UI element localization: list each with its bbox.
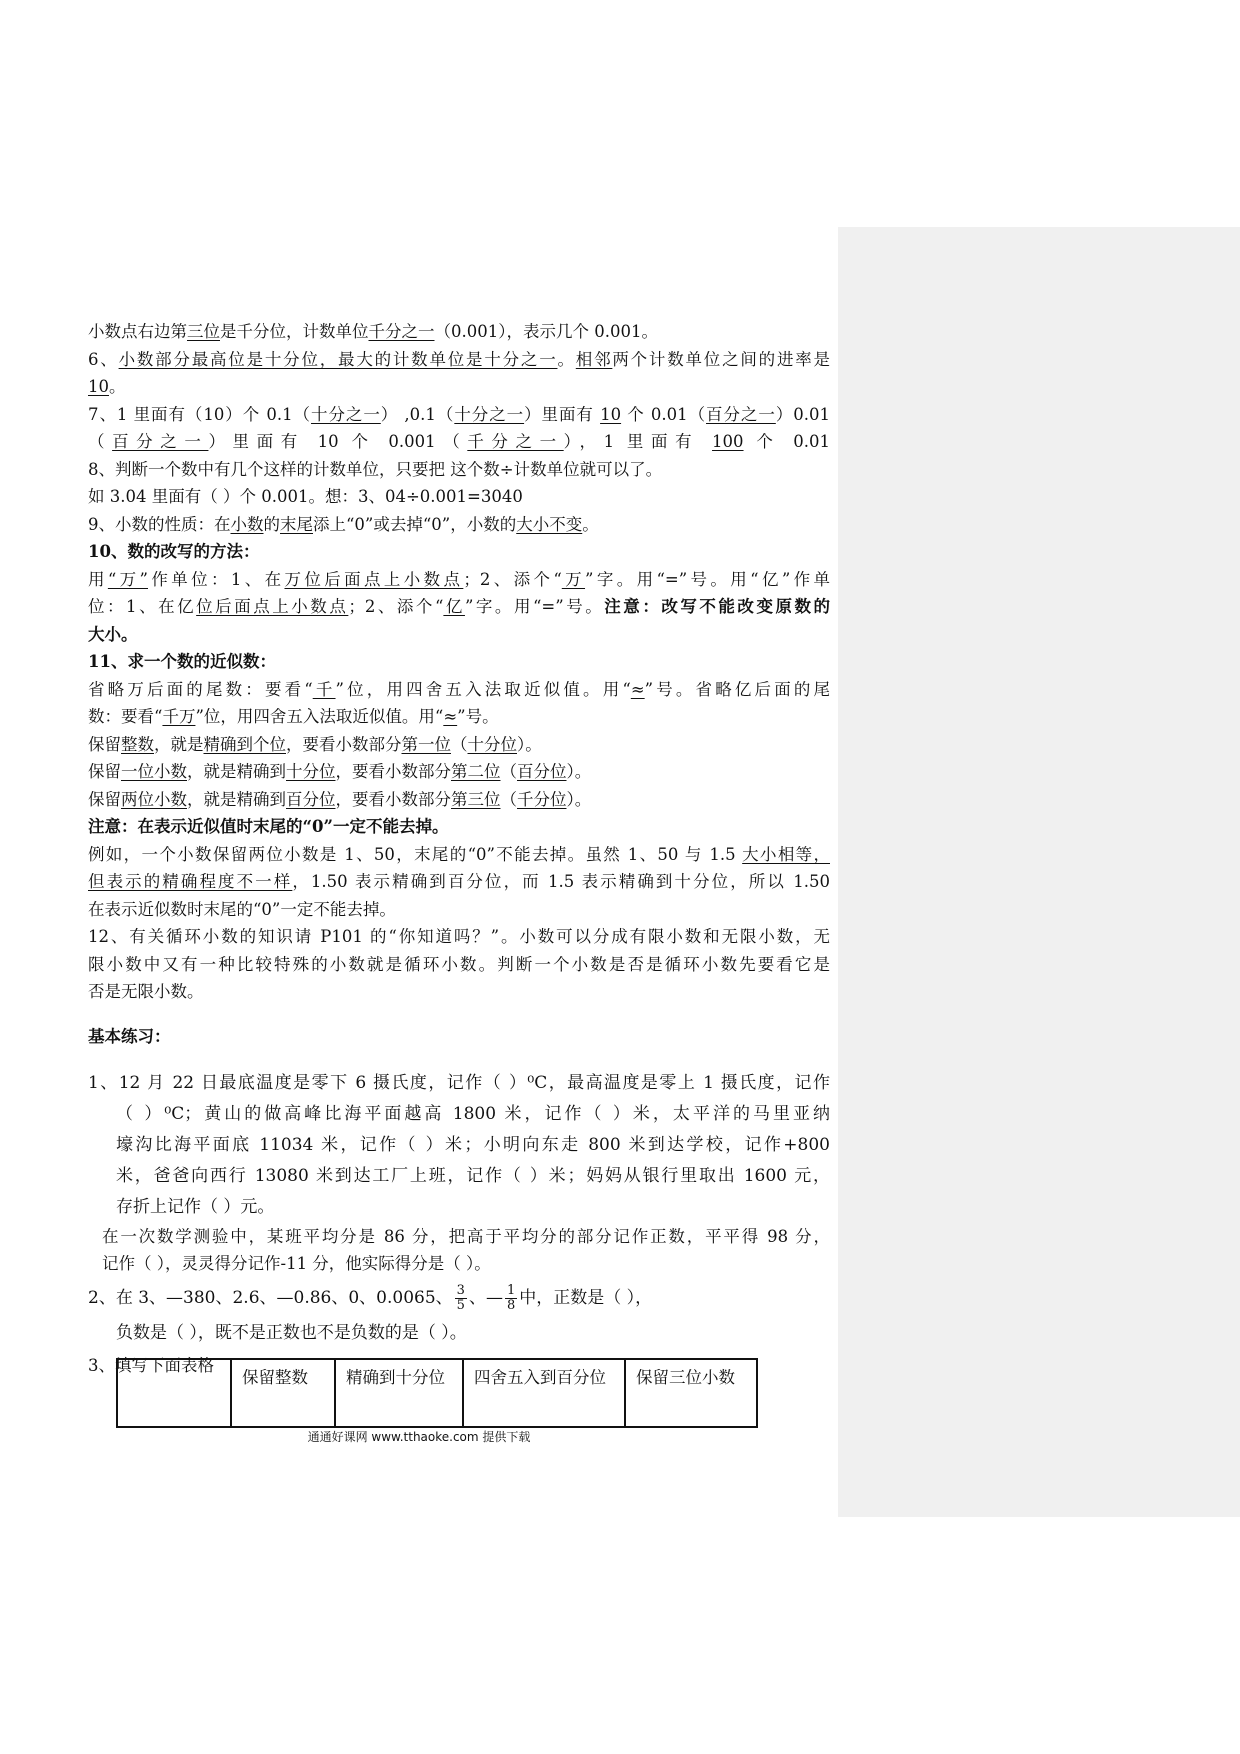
note-text: （ (500, 762, 517, 781)
note-text: ；2、添个“ (348, 597, 444, 616)
note-text: 添上“0”或去掉“0”，小数的 (313, 514, 517, 534)
underlined-term: 百分位 (517, 762, 567, 781)
bold-heading: 注意：改写不能改变原数的 (604, 597, 830, 616)
underlined-term: 100 (712, 432, 744, 451)
ex1-line: （ ）⁰C；黄山的做高峰比海平面越高 1800 米，记作（ ）米，太平洋的马里亚纳 (116, 1103, 830, 1124)
underlined-term: 十分位 (467, 734, 517, 754)
note-line (88, 978, 830, 1006)
underlined-term: 千万 (162, 707, 196, 726)
note-text: 小数点右边第 (88, 322, 187, 341)
note-line (88, 923, 830, 951)
note-line (88, 483, 830, 511)
exercise-3-title: 3、填写下面表格 (88, 1355, 214, 1375)
exercise-1 (88, 1068, 830, 1223)
note-text: ） ,0.1（ (380, 404, 455, 424)
note-text: 个 0.01（ (621, 404, 707, 424)
note-line (88, 868, 830, 896)
rounding-table (116, 1358, 758, 1428)
note-text: 在表示近似数时末尾的“0”一定不能去掉。 (88, 899, 396, 919)
underlined-term: 第三位 (451, 789, 501, 809)
underlined-term: 大小不变 (516, 514, 583, 534)
note-text: （ (451, 734, 468, 754)
underlined-term: 十分之一 (454, 404, 525, 424)
note-text: ；2、添个“ (463, 569, 562, 589)
fraction-numerator: 3 (456, 1282, 465, 1298)
note-text: 用 (88, 569, 108, 589)
note-line (88, 566, 830, 594)
comment-margin-pane (838, 227, 1240, 1517)
note-text: 6、 (88, 349, 119, 369)
note-text: 保留 (88, 762, 121, 781)
note-line (88, 593, 830, 621)
note-text: ，就是 (154, 734, 204, 754)
table-cell-blank (117, 1359, 231, 1427)
note-line (88, 346, 830, 374)
note-text: 12、有关循环小数的知识请 P101 的“你知道吗？”。小数可以分成有限小数和无限小数，无 (88, 927, 830, 946)
note-text: ”号。 (457, 707, 499, 726)
bold-heading: 注意：在表示近似值时末尾的“0”一定不能去掉。 (88, 817, 449, 836)
underlined-term: 小数部分最高位是十分位，最大的计数单位是十分之一 (118, 349, 558, 369)
ex2-mid: 、— (468, 1287, 503, 1308)
underlined-term: 精确到个位 (203, 734, 286, 754)
underlined-term: 第二位 (451, 762, 501, 781)
ex2-prefix: 2、在 3、—380、2.6、—0.86、0、0.0065、 (88, 1287, 453, 1308)
note-line (88, 841, 830, 869)
ex2-line-1 (88, 1278, 830, 1318)
underlined-term: 百分之一 (706, 404, 776, 424)
note-text: 。 (582, 514, 599, 534)
note-text: 如 3.04 里面有（ ）个 0.001。想：3、04÷0.001=3040 (88, 487, 523, 506)
note-text: 7、1 里面有（10）个 0.1（ (88, 404, 312, 424)
note-text: ”位，用四舍五入法取近似值。用“ (335, 679, 631, 699)
ex1-line: 壕沟比海平面底 11034 米，记作（ ）米；小明向东走 800 米到达学校，记作+800 (116, 1134, 830, 1155)
notes-section (88, 318, 830, 1006)
note-text: ”字。用“=”号。用“亿”作单 (585, 569, 830, 589)
underlined-term: 相邻 (575, 349, 613, 369)
ex1-line: 米，爸爸向西行 13080 米到达工厂上班，记作（ ）米；妈妈从银行里取出 1600 元， (116, 1165, 830, 1186)
fraction-1-8 (505, 1284, 517, 1313)
note-line (88, 428, 830, 456)
exercise-1-extra (88, 1223, 830, 1278)
underlined-term: 但表示的精确程度不一样 (88, 872, 293, 891)
note-line (88, 813, 830, 841)
exercise-title: 基本练习： (88, 1026, 171, 1046)
note-text: ”位，用四舍五入法取近似值。用“ (195, 707, 444, 726)
underlined-term: ≈ (630, 679, 645, 699)
note-text: ”号。省略亿后面的尾 (644, 679, 830, 699)
underlined-term: 千分位 (517, 789, 567, 809)
underlined-term: 百分之一 (112, 432, 209, 451)
note-text: 限小数中又有一种比较特殊的小数就是循环小数。判断一个小数是否是循环小数先要看它是 (88, 954, 830, 974)
ex1-extra-line: 在一次数学测验中，某班平均分是 86 分，把高于平均分的部分记作正数，平平得 98 分， (102, 1226, 830, 1246)
ex2-suffix: 中，正数是（ ）， (519, 1287, 653, 1308)
note-text: 8、判断一个数中有几个这样的计数单位，只要把 这个数÷计数单位就可以了。 (88, 459, 663, 479)
ex1-extra-line: 记作（ ），灵灵得分记作-11 分，他实际得分是（ ）。 (102, 1254, 491, 1273)
note-line (88, 621, 830, 649)
note-text: （ (88, 432, 113, 451)
fraction-numerator: 1 (506, 1282, 516, 1298)
ex2-line-2: 负数是（ ），既不是正数也不是负数的是（ ）。 (116, 1322, 467, 1343)
note-text: ）。 (566, 789, 592, 809)
ex1-line: 1、12 月 22 日最底温度是零下 6 摄氏度，记作（ ）⁰C，最高温度是零上 1 摄氏度，记作 (88, 1072, 830, 1093)
ex1-line: 存折上记作（ ）元。 (116, 1196, 275, 1217)
note-text: ，1.50 表示精确到百分位，而 1.5 表示精确到十分位，所以 1.50 (292, 872, 830, 891)
note-line (88, 538, 830, 566)
table-row (117, 1359, 757, 1427)
note-text: 作单位：1、在 (148, 569, 285, 589)
underlined-term: 一位小数 (121, 762, 187, 781)
note-line (88, 676, 830, 704)
underlined-term: 百分位 (286, 789, 336, 809)
note-line (88, 373, 830, 401)
note-line (88, 401, 830, 429)
underlined-term: 万 (561, 569, 586, 589)
fraction-3-5 (455, 1284, 467, 1313)
note-text: 。 (109, 377, 126, 396)
underlined-term: 整数 (121, 734, 154, 754)
underlined-term: 三位 (187, 322, 220, 341)
note-text: 的 (263, 514, 280, 534)
note-text: ）0.01 (775, 404, 830, 424)
note-text: 。 (557, 349, 576, 369)
underlined-term: 小数 (230, 514, 264, 534)
note-text: 两个计数单位之间的进率是 (612, 349, 830, 369)
underlined-term: 万位后面点上小数点 (284, 569, 464, 589)
note-text: ）。 (566, 762, 592, 781)
note-text: 位：1、在亿 (88, 597, 197, 616)
note-line (88, 786, 830, 814)
note-text: 省略万后面的尾数：要看“ (88, 679, 313, 699)
bold-heading: 10、数的改写的方法： (88, 542, 260, 561)
note-text: 保留 (88, 734, 121, 754)
note-line (88, 318, 830, 346)
underlined-term: 10 (88, 377, 109, 396)
table-header-cell: 保留整数 (231, 1359, 335, 1427)
note-text: 否是无限小数。 (88, 982, 204, 1001)
note-text: ），1 里面有 (563, 432, 713, 451)
underlined-term: 亿 (443, 597, 465, 616)
table-header-cell: 精确到十分位 (335, 1359, 463, 1427)
table-header-cell: 四舍五入到百分位 (463, 1359, 625, 1427)
note-text: ，要看小数部分 (335, 789, 451, 809)
underlined-term: 十分位 (286, 762, 336, 781)
note-text: ，就是精确到 (187, 789, 286, 809)
underlined-term: 末尾 (280, 514, 313, 534)
note-text: 个 0.01 (743, 432, 830, 451)
note-text: 数：要看“ (88, 707, 163, 726)
underlined-term: 千分之一 (368, 322, 435, 341)
note-text: ）里面有 10 个 0.001（ (208, 432, 468, 451)
note-text: ”字。用“=”号。 (464, 597, 605, 616)
underlined-term: 千分之一 (467, 432, 564, 451)
bold-heading: 大小。 (88, 624, 138, 644)
underlined-term: 第一位 (401, 734, 451, 754)
document-body (88, 318, 830, 1379)
exercise-2 (88, 1278, 830, 1348)
note-line (88, 951, 830, 979)
underlined-term: 两位小数 (121, 789, 187, 809)
note-line (88, 703, 830, 731)
note-text: ，要看小数部分 (286, 734, 402, 754)
note-line (88, 896, 830, 924)
note-text: 保留 (88, 789, 121, 809)
note-line (88, 648, 830, 676)
underlined-term: 位后面点上小数点 (196, 597, 349, 616)
note-text: 9、小数的性质：在 (88, 514, 231, 534)
note-text: 是千分位，计数单位 (220, 322, 369, 341)
note-line (88, 456, 830, 484)
note-text: ）里面有 (524, 404, 601, 424)
note-line (88, 731, 830, 759)
underlined-term: 十分之一 (311, 404, 381, 424)
note-text: （ (500, 789, 517, 809)
bold-heading: 11、求一个数的近似数： (88, 652, 276, 671)
note-line (88, 511, 830, 539)
underlined-term: “万” (107, 569, 148, 589)
note-text: 例如，一个小数保留两位小数是 1、50，末尾的“0”不能去掉。虽然 1、50 与 1.5 (88, 844, 743, 864)
note-text: ，就是精确到 (187, 762, 286, 781)
underlined-term: ≈ (443, 707, 458, 726)
underlined-term: 千 (312, 679, 336, 699)
note-line (88, 758, 830, 786)
fraction-denominator: 5 (456, 1297, 465, 1313)
note-text: ，要看小数部分 (335, 762, 451, 781)
fraction-denominator: 8 (506, 1297, 516, 1313)
table-header-cell: 保留三位小数 (625, 1359, 757, 1427)
underlined-term: 10 (600, 404, 622, 424)
page-footer: 通通好课网 www.tthaoke.com 提供下载 (307, 1430, 531, 1444)
note-text: ）。 (517, 734, 542, 754)
note-text: （0.001），表示几个 0.001。 (434, 322, 658, 341)
underlined-term: 大小相等， (742, 844, 830, 864)
